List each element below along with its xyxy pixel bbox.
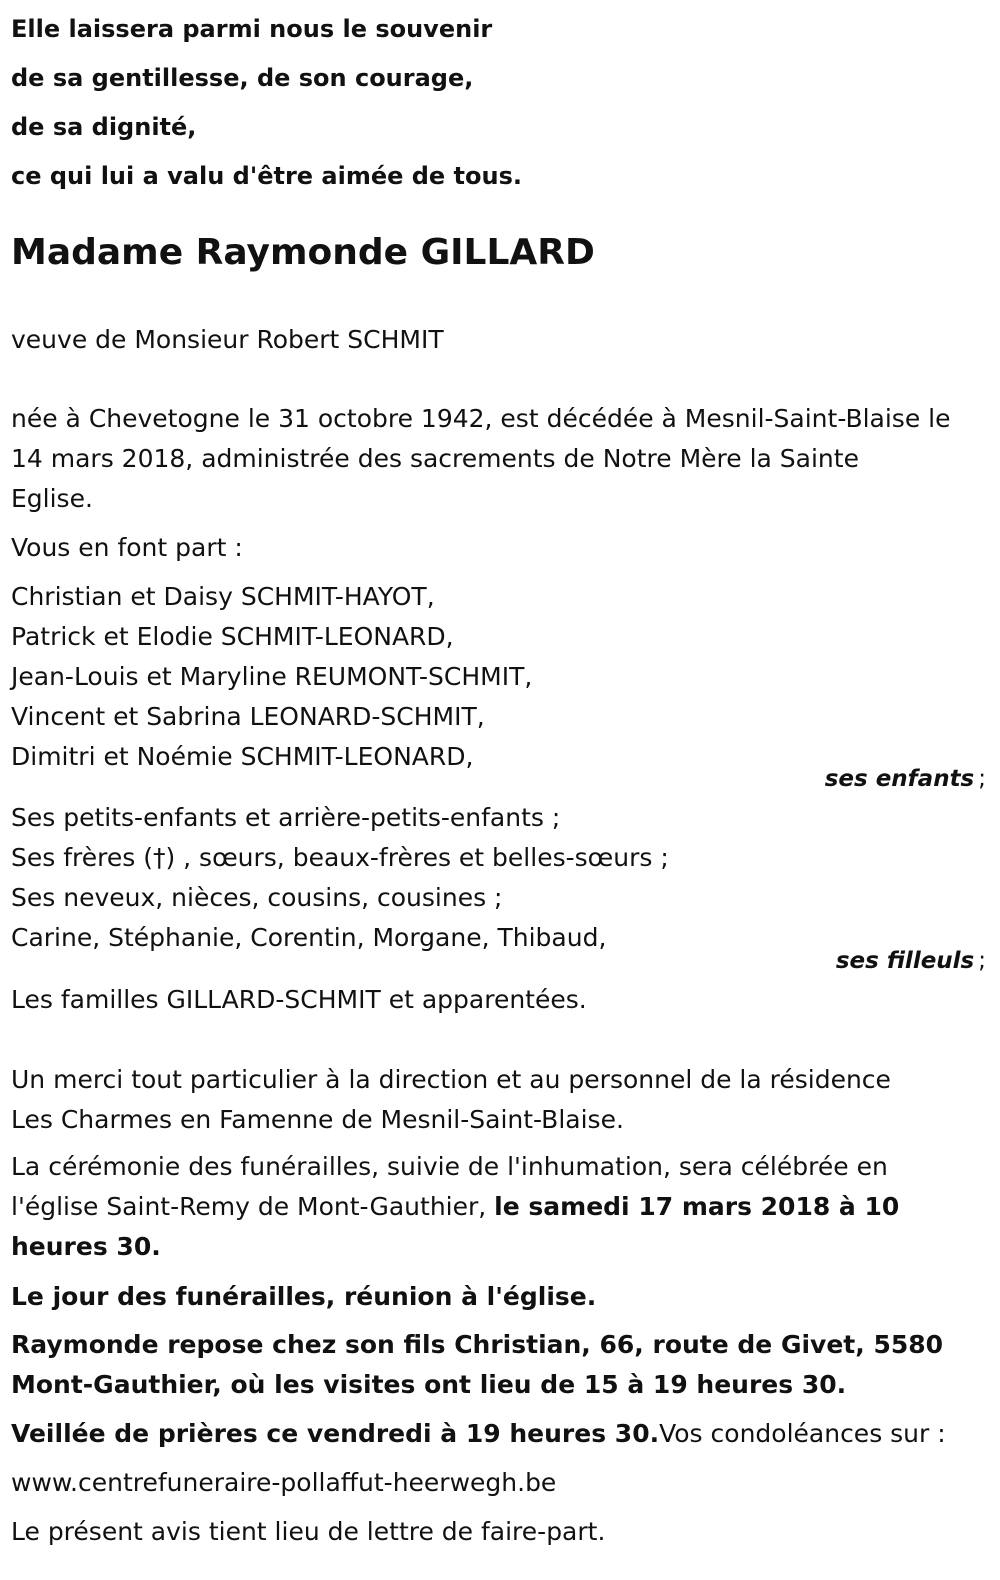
- thanks-line: Un merci tout particulier à la direction et au personnel de la résidence: [11, 1065, 891, 1094]
- children-list: [11, 577, 986, 777]
- relative-entry: Ses frères (†) , sœurs, beaux-frères et belles-sœurs ;: [11, 843, 669, 872]
- children-label-punct: ;: [978, 766, 986, 792]
- godchildren-label-punct: ;: [978, 948, 986, 974]
- vigil-text: Veillée de prières ce vendredi à 19 heures 30.: [11, 1419, 660, 1448]
- condolences-text: Vos condoléances sur :: [659, 1419, 946, 1448]
- rest-line: Mont-Gauthier, où les visites ont lieu de 15 à 19 heures 30.: [11, 1370, 847, 1399]
- families-line: Les familles GILLARD-SCHMIT et apparentées.: [11, 985, 587, 1014]
- epitaph: [11, 5, 522, 201]
- epitaph-line: Elle laissera parmi nous le souvenir: [11, 15, 493, 43]
- epitaph-line: de sa gentillesse, de son courage,: [11, 64, 474, 92]
- child-entry: Vincent et Sabrina LEONARD-SCHMIT,: [11, 702, 485, 731]
- rest-paragraph: [11, 1325, 986, 1405]
- relatives-list: [11, 798, 986, 958]
- widow-line: veuve de Monsieur Robert SCHMIT: [11, 325, 444, 354]
- website-link[interactable]: www.centrefuneraire-pollaffut-heerwegh.be: [11, 1468, 557, 1497]
- ceremony-time: heures 30.: [11, 1232, 161, 1261]
- birth-death-line: Eglise.: [11, 484, 93, 513]
- ceremony-paragraph: [11, 1147, 986, 1267]
- notice-line: Le présent avis tient lieu de lettre de faire-part.: [11, 1517, 606, 1546]
- deceased-name: Madame Raymonde GILLARD: [11, 232, 595, 273]
- godchildren-label: [836, 944, 986, 978]
- ceremony-date: le samedi 17 mars 2018 à 10: [494, 1192, 900, 1221]
- thanks-paragraph: [11, 1060, 986, 1140]
- relative-entry: Ses petits-enfants et arrière-petits-enfants ;: [11, 803, 561, 832]
- vigil-line: [11, 1414, 986, 1454]
- ceremony-place: l'église Saint-Remy de Mont-Gauthier,: [11, 1192, 495, 1221]
- children-label: [825, 762, 986, 796]
- birth-death-paragraph: [11, 399, 986, 519]
- child-entry: Patrick et Elodie SCHMIT-LEONARD,: [11, 622, 454, 651]
- ceremony-line: [11, 1187, 986, 1227]
- birth-death-line: née à Chevetogne le 31 octobre 1942, est décédée à Mesnil-Saint-Blaise le: [11, 404, 951, 433]
- children-label-text: ses enfants: [824, 766, 975, 792]
- godchildren-label-text: ses filleuls: [835, 948, 975, 974]
- announce-line: Vous en font part :: [11, 533, 243, 562]
- relative-entry: Carine, Stéphanie, Corentin, Morgane, Thibaud,: [11, 923, 607, 952]
- birth-death-line: 14 mars 2018, administrée des sacrements de Notre Mère la Sainte: [11, 444, 859, 473]
- epitaph-line: de sa dignité,: [11, 113, 197, 141]
- child-entry: Christian et Daisy SCHMIT-HAYOT,: [11, 582, 435, 611]
- meeting-line: Le jour des funérailles, réunion à l'église.: [11, 1282, 597, 1311]
- thanks-line: Les Charmes en Famenne de Mesnil-Saint-Blaise.: [11, 1105, 624, 1134]
- ceremony-line: La cérémonie des funérailles, suivie de l'inhumation, sera célébrée en: [11, 1152, 888, 1181]
- child-entry: Dimitri et Noémie SCHMIT-LEONARD,: [11, 742, 474, 771]
- child-entry: Jean-Louis et Maryline REUMONT-SCHMIT,: [11, 662, 533, 691]
- epitaph-line: ce qui lui a valu d'être aimée de tous.: [11, 162, 523, 190]
- rest-line: Raymonde repose chez son fils Christian, 66, route de Givet, 5580: [11, 1330, 944, 1359]
- relative-entry: Ses neveux, nièces, cousins, cousines ;: [11, 883, 503, 912]
